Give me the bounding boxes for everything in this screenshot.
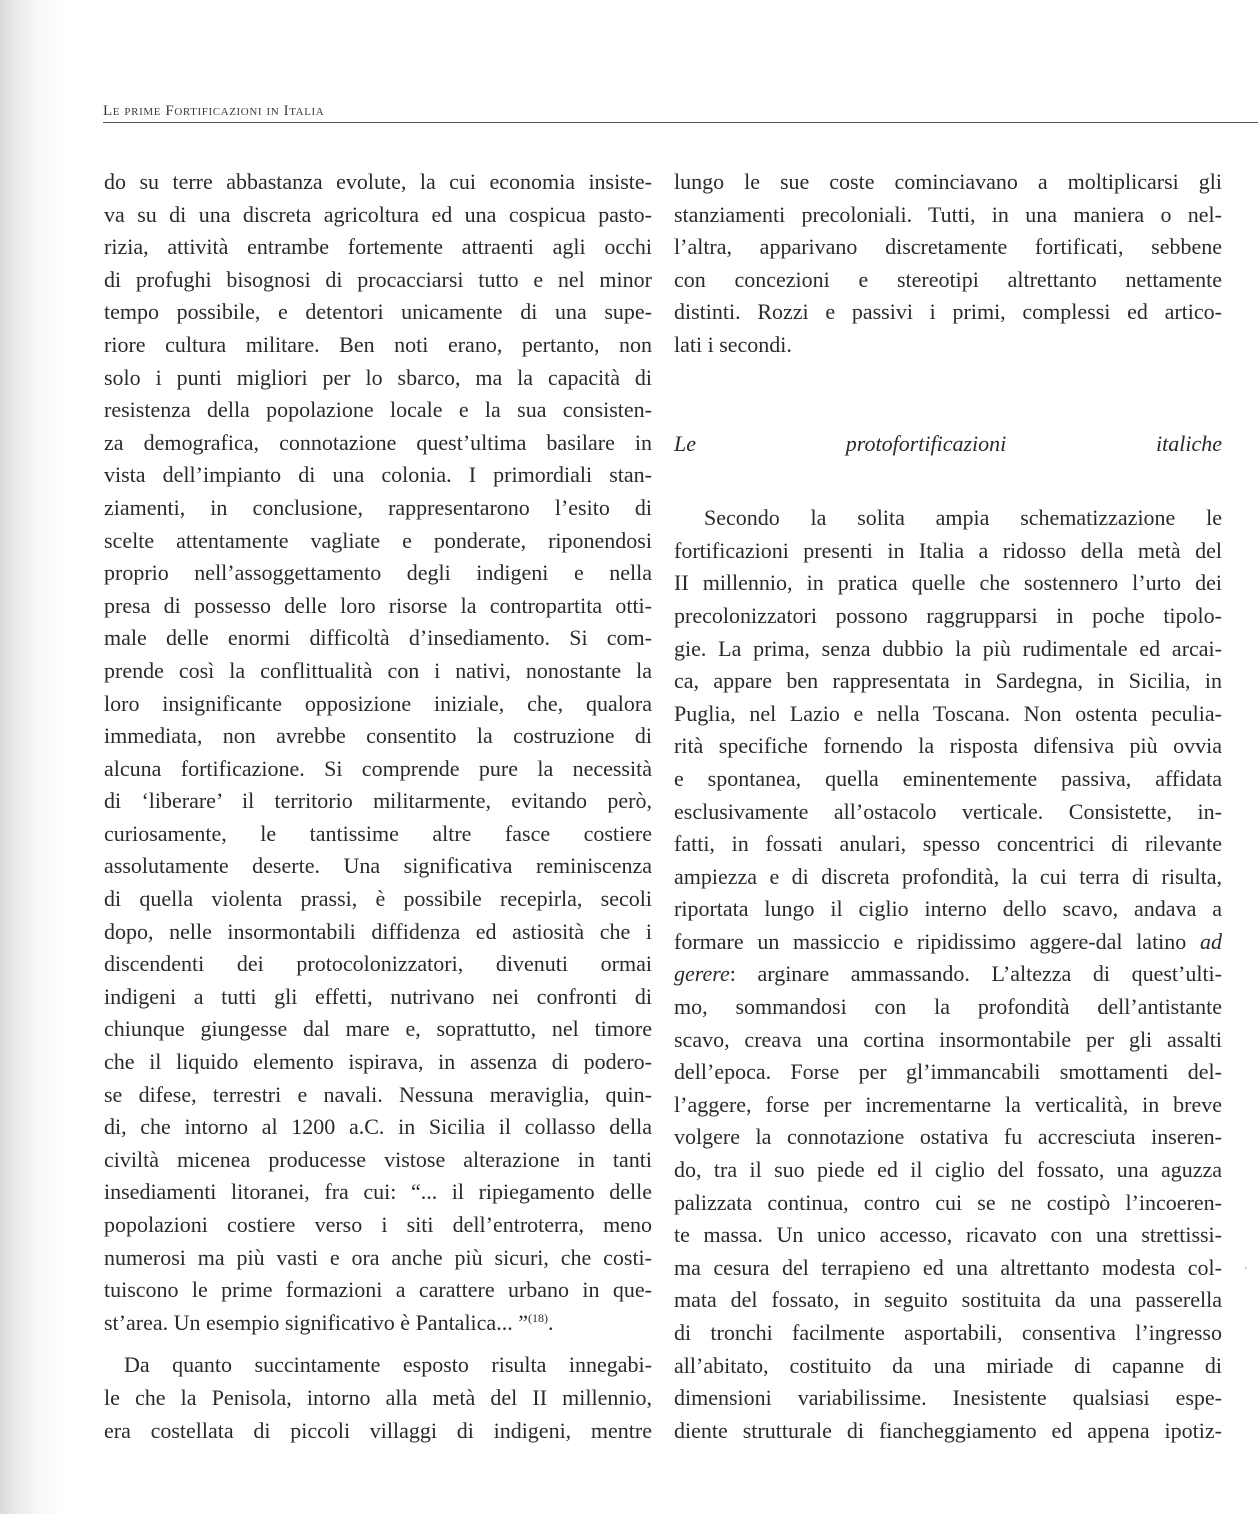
- text-line: popolazioni costiere verso i siti dell’entroterra, meno: [104, 1212, 652, 1237]
- text-line: do, tra il suo piede ed il ciglio del fossato, una aguzza: [674, 1157, 1222, 1183]
- text-line: numerosi ma più vasti e ora anche più sicuri, che costi-: [104, 1244, 652, 1270]
- text-line: di ‘liberare’ il territorio militarmente, evitando però,: [104, 788, 652, 814]
- text-line: tempo possibile, e detentori unicamente di una supe-: [104, 299, 652, 325]
- text-line: stanziamenti precoloniali. Tutti, in una maniera o nel-: [674, 201, 1222, 227]
- text-line: insediamenti litoranei, fra cui: “... il ripiegamento delle: [104, 1179, 652, 1205]
- text-line: era costellata di piccoli villaggi di indigeni, mentre: [104, 1417, 652, 1443]
- right-paragraph-2: [674, 502, 1222, 1447]
- left-column: [104, 166, 652, 1447]
- text-line: dell’epoca. Forse per gl’immancabili smottamenti del-: [674, 1059, 1222, 1085]
- text-line: rizia, attività entrambe fortemente attraenti agli occhi: [104, 234, 652, 260]
- header-rule: [103, 122, 1258, 123]
- text-line: se difese, terrestri e navali. Nessuna meraviglia, quin-: [104, 1081, 652, 1107]
- text-line: esclusivamente all’ostacolo verticale. Consistette, in-: [674, 798, 1222, 824]
- text-line: do su terre abbastanza evolute, la cui economia insiste-: [104, 169, 652, 194]
- text-line: tuiscono le prime formazioni a carattere urbano in que-: [104, 1277, 652, 1303]
- text-line: indigeni a tutti gli effetti, nutrivano nei confronti di: [104, 983, 652, 1009]
- text-line: ma cesura del terrapieno ed una altrettanto modesta col-: [674, 1254, 1222, 1280]
- text-line: che il liquido elemento ispirava, in assenza di podero-: [104, 1049, 652, 1075]
- text-line: con concezioni e stereotipi altrettanto nettamente: [674, 266, 1222, 292]
- text-line: gie. La prima, senza dubbio la più rudimentale ed arcai-: [674, 635, 1222, 661]
- text-line: va su di una discreta agricoltura ed una cospicua pasto-: [104, 201, 652, 227]
- text-line: chiunque giungesse dal mare e, soprattutto, nel timore: [104, 1016, 652, 1042]
- text-line: di quella violenta prassi, è possibile recepirla, secoli: [104, 886, 652, 912]
- text-line: discendenti dei protocolonizzatori, divenuti ormai: [104, 951, 652, 977]
- text-line: curiosamente, le tantissime altre fasce costiere: [104, 820, 652, 846]
- text-line: di, che intorno al 1200 a.C. in Sicilia il collasso della: [104, 1114, 652, 1140]
- text-line: dimensioni variabilissime. Inesistente qualsiasi espe-: [674, 1385, 1222, 1411]
- text-line: ampiezza e di discreta profondità, la cui terra di risulta,: [674, 863, 1222, 889]
- latin-term: gerere: [674, 961, 730, 987]
- text-line: dopo, nelle insormontabili diffidenza ed astiosità che i: [104, 918, 652, 944]
- text-line: resistenza della popolazione locale e la sua consisten-: [104, 397, 652, 423]
- text-line: Puglia, nel Lazio e nella Toscana. Non ostenta peculia-: [674, 700, 1222, 726]
- text-line: distinti. Rozzi e passivi i primi, complessi ed artico-: [674, 299, 1222, 325]
- text-line: proprio nell’assoggettamento degli indigeni e nella: [104, 560, 652, 586]
- text-line-italic-term: gerere: arginare ammassando. L’altezza di quest’ulti-: [674, 961, 1222, 987]
- text-line: precolonizzatori possono raggrupparsi in poche tipolo-: [674, 602, 1222, 628]
- margin-mark: .: [1244, 1258, 1248, 1273]
- left-paragraph-1: [104, 166, 652, 1339]
- text-line: loro insignificante opposizione iniziale, che, qualora: [104, 690, 652, 716]
- section-subheading: Le protofortificazioni italiche: [674, 430, 1222, 456]
- text-line: lungo le sue coste cominciavano a moltiplicarsi gli: [674, 169, 1222, 194]
- text-line: assolutamente deserte. Una significativa reminiscenza: [104, 853, 652, 879]
- quote-end-text: st’area. Un esempio significativo è Pantalica... ”: [104, 1309, 528, 1335]
- text-line: II millennio, in pratica quelle che sostennero l’urto dei: [674, 570, 1222, 596]
- text-line: rità specifiche fornendo la risposta difensiva più ovvia: [674, 733, 1222, 759]
- text-line: di profughi bisognosi di procacciarsi tutto e nel minor: [104, 266, 652, 292]
- running-head: Le prime Fortificazioni in Italia: [103, 103, 325, 119]
- text-line: scelte attentamente vagliate e ponderate, riponendosi: [104, 527, 652, 553]
- text-line-last: [104, 1307, 652, 1340]
- text-line: diente strutturale di fiancheggiamento ed appena ipotiz-: [674, 1417, 1222, 1443]
- text-line: fatti, in fossati anulari, spesso concentrici di rilevante: [674, 831, 1222, 857]
- text-line: solo i punti migliori per lo sbarco, ma la capacità di: [104, 364, 652, 390]
- text-line: mata del fossato, in seguito sostituita da una passerella: [674, 1287, 1222, 1313]
- footnote-reference[interactable]: (18): [527, 1310, 548, 1325]
- text-line: Da quanto succintamente esposto risulta innegabi-: [124, 1352, 652, 1378]
- text-line: l’aggere, forse per incrementarne la verticalità, in breve: [674, 1091, 1222, 1117]
- text-line: vista dell’impianto di una colonia. I primordiali stan-: [104, 462, 652, 488]
- right-column: [674, 166, 1222, 1447]
- text-line: prende così la conflittualità con i nativi, nonostante la: [104, 657, 652, 683]
- text-line: scavo, creava una cortina insormontabile per gli assalti: [674, 1026, 1222, 1052]
- text-line: lati i secondi.: [674, 331, 792, 357]
- text-line: Secondo la solita ampia schematizzazione le: [704, 505, 1222, 531]
- text-line: all’abitato, costituito da una miriade di capanne di: [674, 1352, 1222, 1378]
- text-line: te massa. Un unico accesso, ricavato con una strettissi-: [674, 1222, 1222, 1248]
- text-line: palizzata continua, contro cui se ne costipò l’incoeren-: [674, 1189, 1222, 1215]
- text-line: e spontanea, quella eminentemente passiva, affidata: [674, 765, 1222, 791]
- text-line: mo, sommandosi con la profondità dell’antistante: [674, 994, 1222, 1020]
- text-line: civiltà micenea producesse vistose alterazione in tanti: [104, 1146, 652, 1172]
- text-line-italic-term: formare un massiccio e ripidissimo aggere-dal latino ad: [674, 928, 1222, 954]
- text-line: riore cultura militare. Ben noti erano, pertanto, non: [104, 331, 652, 357]
- text-line: presa di possesso delle loro risorse la contropartita otti-: [104, 592, 652, 618]
- text-line: za demografica, connotazione quest’ultima basilare in: [104, 429, 652, 455]
- text-line: l’altra, apparivano discretamente fortificati, sebbene: [674, 234, 1222, 260]
- text-line: ca, appare ben rappresentata in Sardegna, in Sicilia, in: [674, 668, 1222, 694]
- text-line: di tronchi facilmente asportabili, consentiva l’ingresso: [674, 1320, 1222, 1345]
- right-paragraph-1: [674, 166, 1222, 362]
- text-line: riportata lungo il ciglio interno dello scavo, andava a: [674, 896, 1222, 922]
- latin-term: ad: [1200, 928, 1222, 954]
- text-line: fortificazioni presenti in Italia a ridosso della metà del: [674, 537, 1222, 563]
- text-line: alcuna fortificazione. Si comprende pure la necessità: [104, 755, 652, 781]
- left-paragraph-2: [104, 1349, 652, 1447]
- text-line: immediata, non avrebbe consentito la costruzione di: [104, 723, 652, 749]
- text-line: male delle enormi difficoltà d’insediamento. Si com-: [104, 625, 652, 651]
- text-line: volgere la connotazione ostativa fu accresciuta inseren-: [674, 1124, 1222, 1150]
- sentence-end: .: [547, 1309, 554, 1335]
- text-line: ziamenti, in conclusione, rappresentarono l’esito di: [104, 494, 652, 520]
- text-line: le che la Penisola, intorno alla metà del II millennio,: [104, 1384, 652, 1410]
